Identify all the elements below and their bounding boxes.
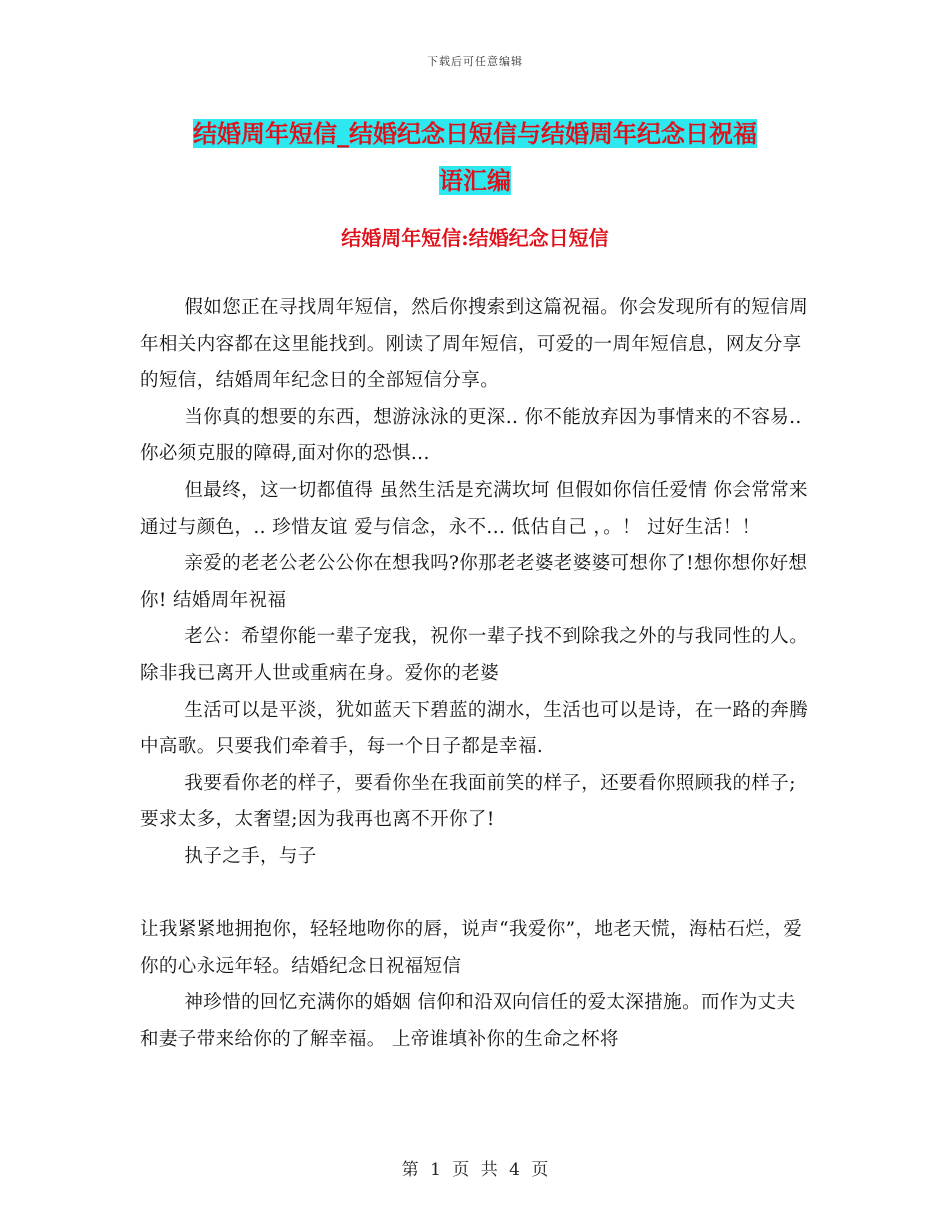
- document-title-line-1: 结婚周年短信_结婚纪念日短信与结婚周年纪念日祝福: [193, 119, 757, 148]
- paragraph: 但最终，这一切都值得 虽然生活是充满坎坷 但假如你信任爱情 你会常常来通过与颜色，.. 珍惜友谊 爱与信念，永不... 低估自己 ，。！ 过好生活！！: [140, 479, 809, 538]
- paragraph: 老公：希望你能一辈子宠我，祝你一辈子找不到除我之外的与我同性的人。除非我已离开人世或重病在身。爱你的老婆: [140, 626, 809, 684]
- document-title-line-2: 语汇编: [439, 166, 511, 195]
- paragraph: 神珍惜的回忆充满你的婚姻 信仰和沿双向信任的爱太深措施。而作为丈夫和妻子带来给你的了解幸福。 上帝谁填补你的生命之杯将: [140, 992, 796, 1050]
- document-title: [140, 110, 810, 204]
- paragraph: 假如您正在寻找周年短信，然后你搜索到这篇祝福。你会发现所有的短信周年相关内容都在这里能找到。刚读了周年短信，可爱的一周年短信息，网友分享的短信，结婚周年纪念日的全部短信分享。: [140, 297, 809, 392]
- paragraph: 亲爱的老老公老公公你在想我吗?你那老老婆老婆婆可想你了!想你想你好想你! 结婚周年祝福: [140, 553, 808, 611]
- section-heading: 结婚周年短信:结婚纪念日短信: [341, 226, 609, 250]
- paragraph: 让我紧紧地拥抱你，轻轻地吻你的唇，说声“我爱你”，地老天慌，海枯石烂，爱你的心永远年轻。结婚纪念日祝福短信: [140, 919, 803, 977]
- paragraph: 执子之手，与子: [184, 845, 317, 867]
- paragraph: 我要看你老的样子，要看你坐在我面前笑的样子，还要看你照顾我的样子;要求太多，太奢望;因为我再也离不开你了!: [140, 772, 796, 831]
- paragraph: 生活可以是平淡，犹如蓝天下碧蓝的湖水，生活也可以是诗，在一路的奔腾中高歌。只要我们牵着手，每一个日子都是幸福.: [140, 699, 809, 758]
- page-header: 下载后可任意编辑: [427, 55, 523, 68]
- body-text: [140, 290, 812, 1058]
- page-footer: 第 1 页 共 4 页: [401, 1160, 549, 1180]
- paragraph: 当你真的想要的东西，想游泳泳的更深.. 你不能放弃因为事情来的不容易.. 你必须克服的障碍,面对你的恐惧...: [140, 406, 802, 465]
